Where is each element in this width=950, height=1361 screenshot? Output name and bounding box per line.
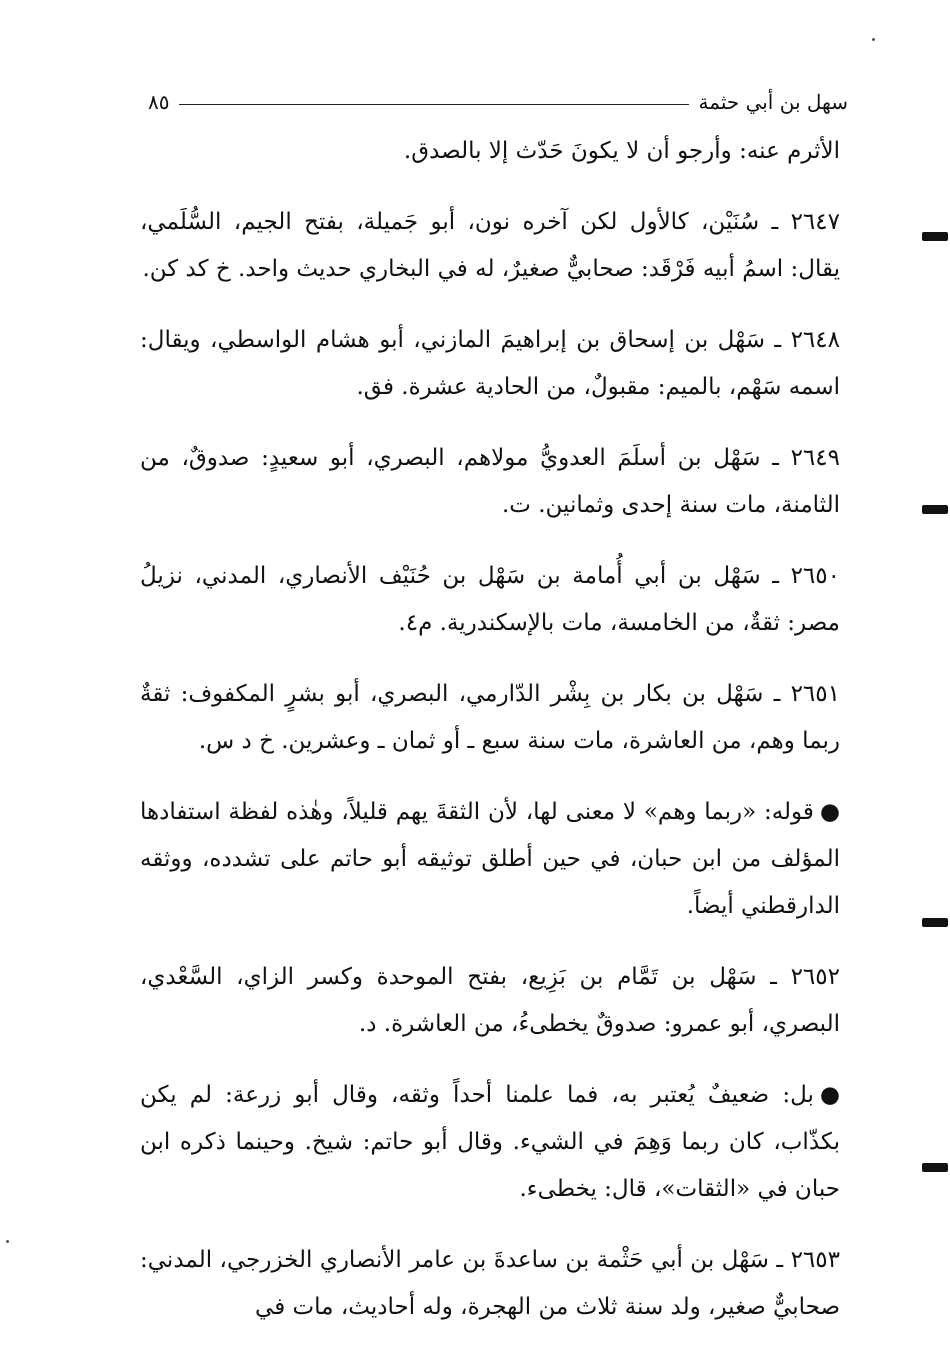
- entry-text: ٢٦٤٩ ـ سَهْل بن أسلَمَ العدويُّ مولاهم، البصري، أبو سعيدٍ: صدوقٌ، من الثامنة، مات سنة إحدى وثمانين. ت.: [140, 445, 840, 518]
- entry-2653: [140, 1237, 840, 1331]
- entry-text: الأثرم عنه: وأرجو أن لا يكونَ حَدّث إلا بالصدق.: [403, 138, 840, 164]
- bullet-icon: ●: [819, 799, 840, 825]
- entry-2652: [140, 954, 840, 1048]
- margin-mark: [922, 918, 948, 927]
- entry-2647: [140, 199, 840, 293]
- note-text: بل: ضعيفٌ يُعتبر به، فما علمنا أحداً وثقه، وقال أبو زرعة: لم يكن بكذّاب، كان ربما وَهِمَ في الشيء. وقال أبو حاتم: شيخ. وحينما ذكره ابن حبان في «الثقات»، قال: يخطىء.: [140, 1082, 840, 1202]
- entry-text: ٢٦٤٨ ـ سَهْل بن إسحاق بن إبراهيمَ المازني، أبو هشام الواسطي، ويقال: اسمه سَهْم، بالميم: مقبولٌ، من الحادية عشرة. فق.: [140, 327, 840, 400]
- entry-2651: [140, 671, 840, 765]
- margin-mark: [922, 505, 948, 514]
- entry-2648: [140, 317, 840, 411]
- margin-mark: [922, 1163, 948, 1172]
- header-rule: [179, 104, 688, 105]
- entry-text: ٢٦٥٣ ـ سَهْل بن أبي حَثْمة بن ساعدةَ بن عامر الأنصاري الخزرجي، المدني: صحابيٌّ صغير، ولد سنة ثلاث من الهجرة، وله أحاديث، مات في: [140, 1247, 840, 1320]
- page-number: ٨٥: [148, 90, 170, 114]
- entry-2649: [140, 435, 840, 529]
- editor-note: [140, 1072, 840, 1213]
- running-title: سهل بن أبي حثمة: [698, 90, 848, 114]
- entry-2650: [140, 553, 840, 647]
- page-header: [148, 88, 848, 116]
- entry-text: ٢٦٥٢ ـ سَهْل بن تَمَّام بن بَزِيع، بفتح الموحدة وكسر الزاي، السَّعْدي، البصري، أبو عمرو: صدوقٌ يخطىءُ، من العاشرة. د.: [140, 964, 840, 1037]
- scan-speck: [872, 38, 875, 41]
- entry-text: ٢٦٥١ ـ سَهْل بن بكار بن بِشْر الدّارمي، البصري، أبو بشرٍ المكفوف: ثقةٌ ربما وهم، من العاشرة، مات سنة سبع ـ أو ثمان ـ وعشرين. خ د س.: [140, 681, 840, 754]
- scan-speck: [6, 1240, 9, 1243]
- bullet-icon: ●: [819, 1082, 840, 1108]
- margin-mark: [922, 232, 948, 241]
- note-text: قوله: «ربما وهم» لا معنى لها، لأن الثقةَ يهم قليلاً، وهٰذه لفظة استفادها المؤلف من ابن حبان، في حين أطلق توثيقه أبو حاتم على تشدده، ووثقه الدارقطني أيضاً.: [140, 799, 840, 919]
- main-text: [140, 128, 840, 1355]
- entry-text: ٢٦٤٧ ـ سُنَيْن، كالأول لكن آخره نون، أبو جَميلة، بفتح الجيم، السُّلَمي، يقال: اسمُ أبيه فَرْقَد: صحابيٌّ صغيرٌ، له في البخاري حديث واحد. خ كد كن.: [140, 209, 840, 282]
- entry-continuation: [140, 128, 840, 175]
- editor-note: [140, 789, 840, 930]
- entry-text: ٢٦٥٠ ـ سَهْل بن أبي أُمامة بن سَهْل بن حُنَيْف الأنصاري، المدني، نزيلُ مصر: ثقةٌ، من الخامسة، مات بالإسكندرية. م٤.: [140, 563, 840, 636]
